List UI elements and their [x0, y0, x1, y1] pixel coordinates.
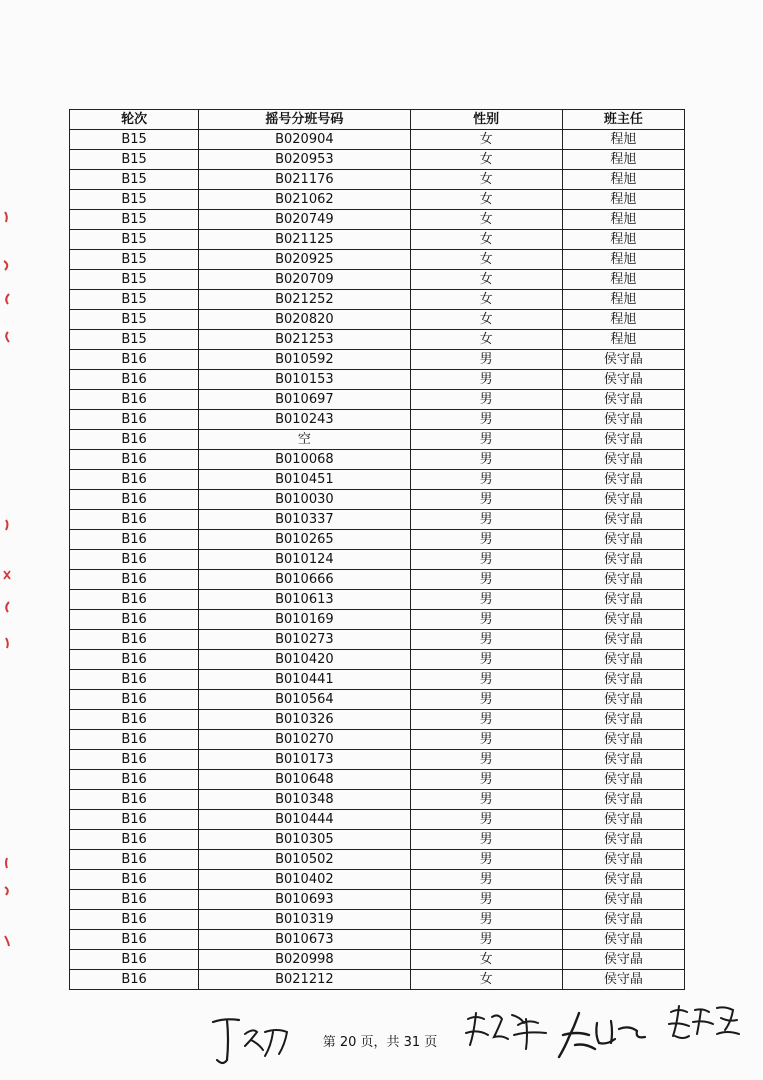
cell-lottery-code: B010592	[199, 350, 410, 370]
cell-lottery-code: B021062	[199, 190, 410, 210]
cell-head-teacher: 侯守晶	[562, 570, 684, 590]
cell-lottery-code: B021125	[199, 230, 410, 250]
table-row	[70, 810, 685, 830]
table-row	[70, 670, 685, 690]
cell-gender: 女	[410, 230, 562, 250]
table-row	[70, 190, 685, 210]
table-row	[70, 490, 685, 510]
cell-round: B16	[70, 350, 199, 370]
cell-gender: 男	[410, 830, 562, 850]
margin-mark	[2, 856, 12, 870]
cell-round: B16	[70, 510, 199, 530]
cell-lottery-code: B010265	[199, 530, 410, 550]
cell-round: B16	[70, 410, 199, 430]
cell-lottery-code: B010444	[199, 810, 410, 830]
cell-round: B15	[70, 210, 199, 230]
margin-mark	[2, 292, 12, 306]
cell-round: B15	[70, 330, 199, 350]
cell-lottery-code: B010402	[199, 870, 410, 890]
table-row	[70, 470, 685, 490]
cell-gender: 男	[410, 590, 562, 610]
cell-lottery-code: 空	[199, 430, 410, 450]
cell-round: B15	[70, 290, 199, 310]
cell-gender: 男	[410, 370, 562, 390]
table-row	[70, 150, 685, 170]
table-row	[70, 610, 685, 630]
signature-2	[462, 1005, 552, 1055]
cell-round: B16	[70, 950, 199, 970]
cell-round: B16	[70, 370, 199, 390]
cell-head-teacher: 程旭	[562, 230, 684, 250]
cell-lottery-code: B010697	[199, 390, 410, 410]
cell-round: B16	[70, 770, 199, 790]
cell-lottery-code: B020820	[199, 310, 410, 330]
cell-gender: 女	[410, 290, 562, 310]
cell-gender: 男	[410, 930, 562, 950]
margin-mark	[2, 636, 12, 650]
cell-round: B16	[70, 930, 199, 950]
cell-lottery-code: B020904	[199, 130, 410, 150]
cell-gender: 男	[410, 390, 562, 410]
table-row	[70, 750, 685, 770]
cell-round: B15	[70, 230, 199, 250]
cell-head-teacher: 侯守晶	[562, 770, 684, 790]
table-row	[70, 550, 685, 570]
cell-head-teacher: 程旭	[562, 130, 684, 150]
cell-round: B16	[70, 870, 199, 890]
cell-gender: 男	[410, 870, 562, 890]
cell-gender: 男	[410, 530, 562, 550]
cell-round: B16	[70, 810, 199, 830]
cell-round: B16	[70, 630, 199, 650]
cell-head-teacher: 侯守晶	[562, 470, 684, 490]
cell-lottery-code: B010666	[199, 570, 410, 590]
cell-round: B16	[70, 970, 199, 990]
margin-mark	[2, 518, 12, 532]
cell-round: B16	[70, 890, 199, 910]
cell-lottery-code: B020749	[199, 210, 410, 230]
cell-head-teacher: 侯守晶	[562, 970, 684, 990]
cell-round: B15	[70, 310, 199, 330]
table-row	[70, 590, 685, 610]
cell-lottery-code: B010502	[199, 850, 410, 870]
cell-head-teacher: 程旭	[562, 150, 684, 170]
cell-gender: 男	[410, 650, 562, 670]
margin-mark	[2, 568, 12, 582]
cell-head-teacher: 程旭	[562, 270, 684, 290]
cell-gender: 男	[410, 510, 562, 530]
cell-lottery-code: B010613	[199, 590, 410, 610]
cell-head-teacher: 侯守晶	[562, 690, 684, 710]
table-row	[70, 890, 685, 910]
table-row	[70, 950, 685, 970]
cell-lottery-code: B010693	[199, 890, 410, 910]
cell-head-teacher: 侯守晶	[562, 930, 684, 950]
cell-head-teacher: 侯守晶	[562, 350, 684, 370]
cell-round: B16	[70, 710, 199, 730]
cell-lottery-code: B020925	[199, 250, 410, 270]
cell-gender: 男	[410, 350, 562, 370]
cell-head-teacher: 侯守晶	[562, 590, 684, 610]
table-row	[70, 330, 685, 350]
cell-gender: 男	[410, 730, 562, 750]
cell-gender: 男	[410, 910, 562, 930]
cell-lottery-code: B010305	[199, 830, 410, 850]
cell-gender: 男	[410, 770, 562, 790]
table-row	[70, 130, 685, 150]
cell-gender: 男	[410, 550, 562, 570]
cell-round: B15	[70, 250, 199, 270]
cell-lottery-code: B010337	[199, 510, 410, 530]
cell-head-teacher: 侯守晶	[562, 810, 684, 830]
cell-gender: 女	[410, 950, 562, 970]
table-row	[70, 790, 685, 810]
cell-round: B16	[70, 490, 199, 510]
cell-head-teacher: 侯守晶	[562, 910, 684, 930]
cell-round: B16	[70, 750, 199, 770]
cell-lottery-code: B010451	[199, 470, 410, 490]
cell-gender: 男	[410, 670, 562, 690]
cell-head-teacher: 侯守晶	[562, 830, 684, 850]
cell-lottery-code: B021253	[199, 330, 410, 350]
cell-head-teacher: 程旭	[562, 290, 684, 310]
cell-round: B15	[70, 190, 199, 210]
cell-lottery-code: B010068	[199, 450, 410, 470]
cell-head-teacher: 侯守晶	[562, 490, 684, 510]
table-row	[70, 370, 685, 390]
cell-head-teacher: 程旭	[562, 310, 684, 330]
cell-head-teacher: 侯守晶	[562, 550, 684, 570]
cell-lottery-code: B010673	[199, 930, 410, 950]
cell-gender: 女	[410, 250, 562, 270]
cell-gender: 男	[410, 470, 562, 490]
cell-lottery-code: B010169	[199, 610, 410, 630]
margin-mark	[2, 210, 12, 224]
cell-round: B16	[70, 450, 199, 470]
cell-head-teacher: 侯守晶	[562, 790, 684, 810]
table-row	[70, 770, 685, 790]
table-row	[70, 270, 685, 290]
cell-head-teacher: 程旭	[562, 190, 684, 210]
signature-1	[205, 1010, 295, 1070]
table-row	[70, 410, 685, 430]
cell-gender: 男	[410, 750, 562, 770]
cell-head-teacher: 侯守晶	[562, 610, 684, 630]
cell-lottery-code: B010270	[199, 730, 410, 750]
table-row	[70, 850, 685, 870]
cell-head-teacher: 侯守晶	[562, 730, 684, 750]
cell-gender: 男	[410, 410, 562, 430]
cell-round: B16	[70, 850, 199, 870]
cell-lottery-code: B010030	[199, 490, 410, 510]
signature-4	[665, 1000, 745, 1050]
table-row	[70, 630, 685, 650]
cell-gender: 男	[410, 790, 562, 810]
table-header-row	[70, 110, 685, 130]
table-row	[70, 830, 685, 850]
margin-mark	[2, 330, 12, 344]
cell-round: B16	[70, 590, 199, 610]
cell-head-teacher: 程旭	[562, 170, 684, 190]
cell-head-teacher: 侯守晶	[562, 850, 684, 870]
cell-gender: 女	[410, 130, 562, 150]
table-row	[70, 530, 685, 550]
header-lottery-code: 摇号分班号码	[199, 110, 410, 130]
cell-round: B16	[70, 690, 199, 710]
page-number: 第 20 页，共 31 页	[322, 1035, 438, 1050]
table-row	[70, 690, 685, 710]
cell-head-teacher: 侯守晶	[562, 450, 684, 470]
cell-gender: 女	[410, 150, 562, 170]
cell-lottery-code: B020953	[199, 150, 410, 170]
margin-mark	[2, 884, 12, 898]
table-row	[70, 930, 685, 950]
cell-round: B16	[70, 570, 199, 590]
cell-lottery-code: B010153	[199, 370, 410, 390]
table-row	[70, 730, 685, 750]
table-row	[70, 310, 685, 330]
margin-mark	[2, 600, 12, 614]
cell-round: B16	[70, 470, 199, 490]
cell-lottery-code: B021212	[199, 970, 410, 990]
header-gender: 性别	[410, 110, 562, 130]
cell-gender: 男	[410, 710, 562, 730]
signature-3	[555, 1005, 655, 1065]
cell-head-teacher: 程旭	[562, 250, 684, 270]
cell-gender: 男	[410, 850, 562, 870]
cell-round: B16	[70, 550, 199, 570]
table-row	[70, 910, 685, 930]
cell-lottery-code: B010273	[199, 630, 410, 650]
cell-gender: 女	[410, 170, 562, 190]
table-row	[70, 230, 685, 250]
table-row	[70, 250, 685, 270]
table-row	[70, 170, 685, 190]
cell-round: B16	[70, 390, 199, 410]
table-row	[70, 450, 685, 470]
cell-head-teacher: 程旭	[562, 330, 684, 350]
cell-round: B16	[70, 530, 199, 550]
cell-lottery-code: B010243	[199, 410, 410, 430]
table-row	[70, 290, 685, 310]
table-row	[70, 510, 685, 530]
header-head-teacher: 班主任	[562, 110, 684, 130]
cell-round: B16	[70, 910, 199, 930]
cell-lottery-code: B020998	[199, 950, 410, 970]
cell-round: B16	[70, 790, 199, 810]
cell-lottery-code: B020709	[199, 270, 410, 290]
header-round: 轮次	[70, 110, 199, 130]
cell-lottery-code: B010326	[199, 710, 410, 730]
cell-gender: 男	[410, 570, 562, 590]
cell-lottery-code: B010564	[199, 690, 410, 710]
cell-gender: 男	[410, 810, 562, 830]
margin-mark	[2, 258, 12, 272]
cell-lottery-code: B010648	[199, 770, 410, 790]
roster-table	[69, 109, 685, 990]
cell-gender: 女	[410, 190, 562, 210]
cell-head-teacher: 侯守晶	[562, 630, 684, 650]
cell-head-teacher: 侯守晶	[562, 950, 684, 970]
table-row	[70, 430, 685, 450]
cell-lottery-code: B021176	[199, 170, 410, 190]
cell-head-teacher: 侯守晶	[562, 710, 684, 730]
cell-gender: 女	[410, 210, 562, 230]
cell-lottery-code: B010319	[199, 910, 410, 930]
table-row	[70, 570, 685, 590]
table-row	[70, 970, 685, 990]
cell-round: B15	[70, 170, 199, 190]
cell-head-teacher: 侯守晶	[562, 650, 684, 670]
margin-mark	[2, 934, 12, 948]
cell-round: B16	[70, 650, 199, 670]
cell-lottery-code: B010124	[199, 550, 410, 570]
cell-gender: 男	[410, 690, 562, 710]
cell-head-teacher: 程旭	[562, 210, 684, 230]
cell-round: B15	[70, 270, 199, 290]
cell-lottery-code: B010420	[199, 650, 410, 670]
cell-gender: 男	[410, 630, 562, 650]
cell-lottery-code: B021252	[199, 290, 410, 310]
cell-round: B16	[70, 610, 199, 630]
cell-lottery-code: B010441	[199, 670, 410, 690]
table-body	[70, 130, 685, 990]
cell-head-teacher: 侯守晶	[562, 890, 684, 910]
cell-round: B16	[70, 430, 199, 450]
cell-head-teacher: 侯守晶	[562, 370, 684, 390]
cell-round: B15	[70, 150, 199, 170]
cell-head-teacher: 侯守晶	[562, 410, 684, 430]
table-row	[70, 650, 685, 670]
cell-round: B16	[70, 670, 199, 690]
table-row	[70, 870, 685, 890]
cell-gender: 女	[410, 330, 562, 350]
cell-gender: 男	[410, 450, 562, 470]
cell-head-teacher: 侯守晶	[562, 750, 684, 770]
cell-head-teacher: 侯守晶	[562, 670, 684, 690]
cell-round: B16	[70, 830, 199, 850]
table-row	[70, 350, 685, 370]
cell-gender: 男	[410, 610, 562, 630]
cell-head-teacher: 侯守晶	[562, 530, 684, 550]
cell-gender: 女	[410, 970, 562, 990]
cell-head-teacher: 侯守晶	[562, 390, 684, 410]
cell-head-teacher: 侯守晶	[562, 510, 684, 530]
cell-gender: 女	[410, 270, 562, 290]
cell-head-teacher: 侯守晶	[562, 430, 684, 450]
table-row	[70, 390, 685, 410]
table-row	[70, 710, 685, 730]
cell-gender: 男	[410, 890, 562, 910]
cell-gender: 男	[410, 490, 562, 510]
cell-lottery-code: B010173	[199, 750, 410, 770]
cell-head-teacher: 侯守晶	[562, 870, 684, 890]
cell-round: B15	[70, 130, 199, 150]
table-row	[70, 210, 685, 230]
cell-gender: 男	[410, 430, 562, 450]
cell-round: B16	[70, 730, 199, 750]
cell-lottery-code: B010348	[199, 790, 410, 810]
cell-gender: 女	[410, 310, 562, 330]
